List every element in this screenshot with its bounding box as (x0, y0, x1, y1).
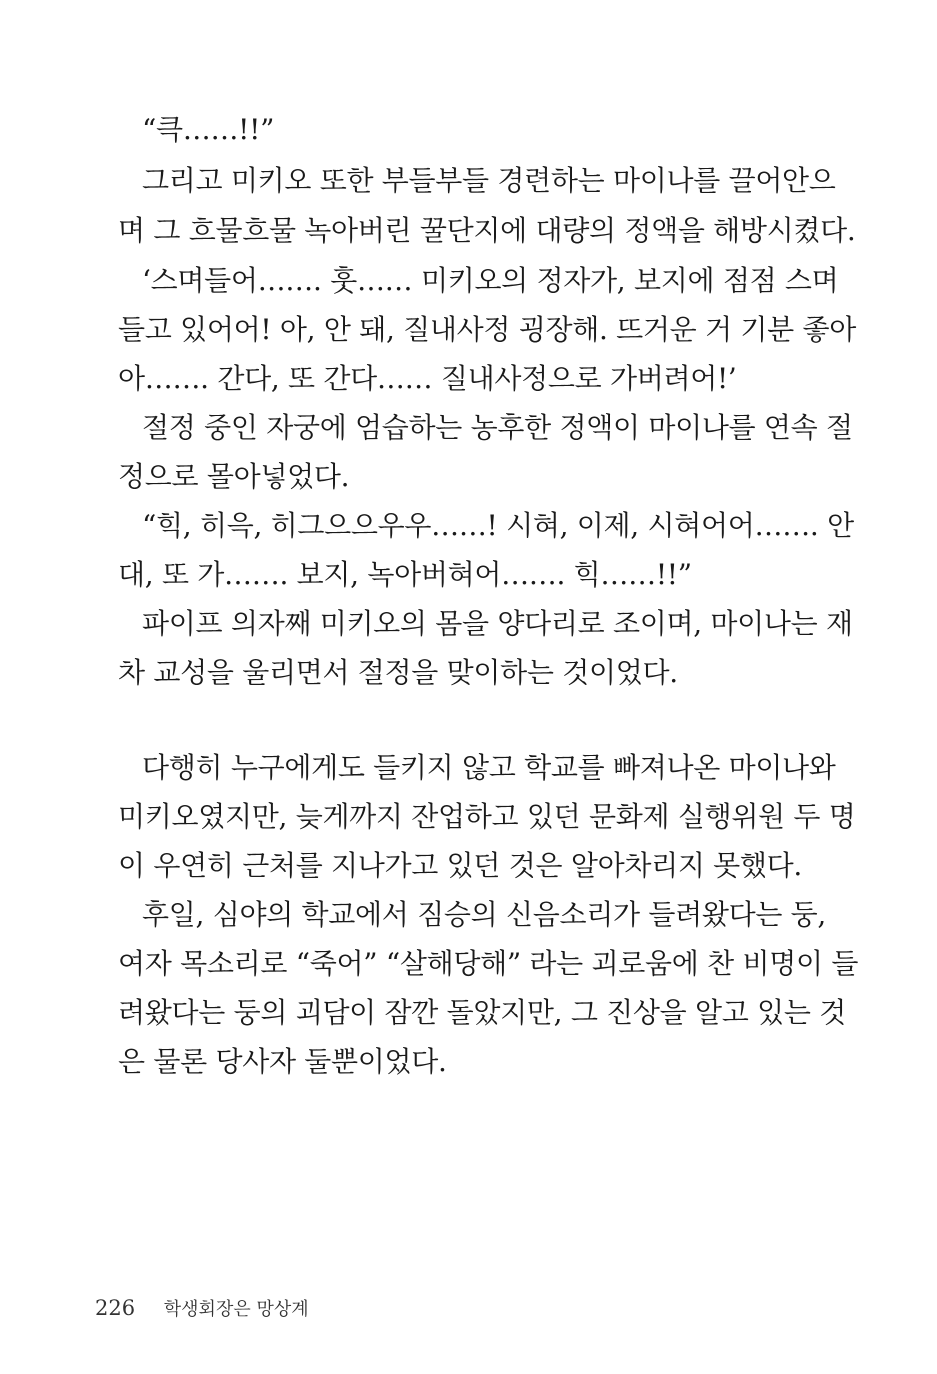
text-line: 그리고 미키오 또한 부들부들 경련하는 마이나를 끌어안으 (142, 164, 836, 197)
text-line: “힉, 히윽, 히그으으우우……! 시혀, 이제, 시혀어어……. 안 (142, 509, 854, 542)
text-line: 다행히 누구에게도 들키지 않고 학교를 빠져나온 마이나와 (142, 751, 836, 784)
text-line: 여자 목소리로 “죽어” “살해당해” 라는 괴로움에 찬 비명이 들 (118, 947, 859, 980)
text-line: ‘스며들어……. 훗…… 미키오의 정자가, 보지에 점점 스며 (142, 264, 839, 297)
page-footer (95, 1294, 309, 1324)
text-line: 차 교성을 울리면서 절정을 맞이하는 것이었다. (118, 656, 678, 689)
text-line: “큭……!!” (142, 113, 275, 146)
text-line: 대, 또 가……. 보지, 녹아버혀어……. 힉……!!” (118, 558, 692, 591)
text-line: 정으로 몰아넣었다. (118, 460, 350, 493)
book-title: 학생회장은 망상계 (163, 1299, 309, 1320)
text-line: 파이프 의자째 미키오의 몸을 양다리로 조이며, 마이나는 재 (142, 607, 853, 640)
text-line: 이 우연히 근처를 지나가고 있던 것은 알아차리지 못했다. (118, 849, 803, 882)
page-number: 226 (95, 1296, 136, 1320)
text-line: 려왔다는 둥의 괴담이 잠깐 돌았지만, 그 진상을 알고 있는 것 (118, 996, 846, 1029)
text-line: 며 그 흐물흐물 녹아버린 꿀단지에 대량의 정액을 해방시켰다. (118, 214, 856, 247)
text-line: 은 물론 당사자 둘뿐이었다. (118, 1045, 447, 1078)
text-line: 절정 중인 자궁에 엄습하는 농후한 정액이 마이나를 연속 절 (142, 411, 853, 444)
text-line: 미키오였지만, 늦게까지 잔업하고 있던 문화제 실행위원 두 명 (118, 800, 856, 833)
text-line: 후일, 심야의 학교에서 짐승의 신음소리가 들려왔다는 둥, (142, 898, 827, 931)
text-line: 아……. 간다, 또 간다…… 질내사정으로 가버려어!’ (118, 362, 737, 395)
text-line: 들고 있어어! 아, 안 돼, 질내사정 굉장해. 뜨거운 거 기분 좋아 (118, 313, 856, 346)
